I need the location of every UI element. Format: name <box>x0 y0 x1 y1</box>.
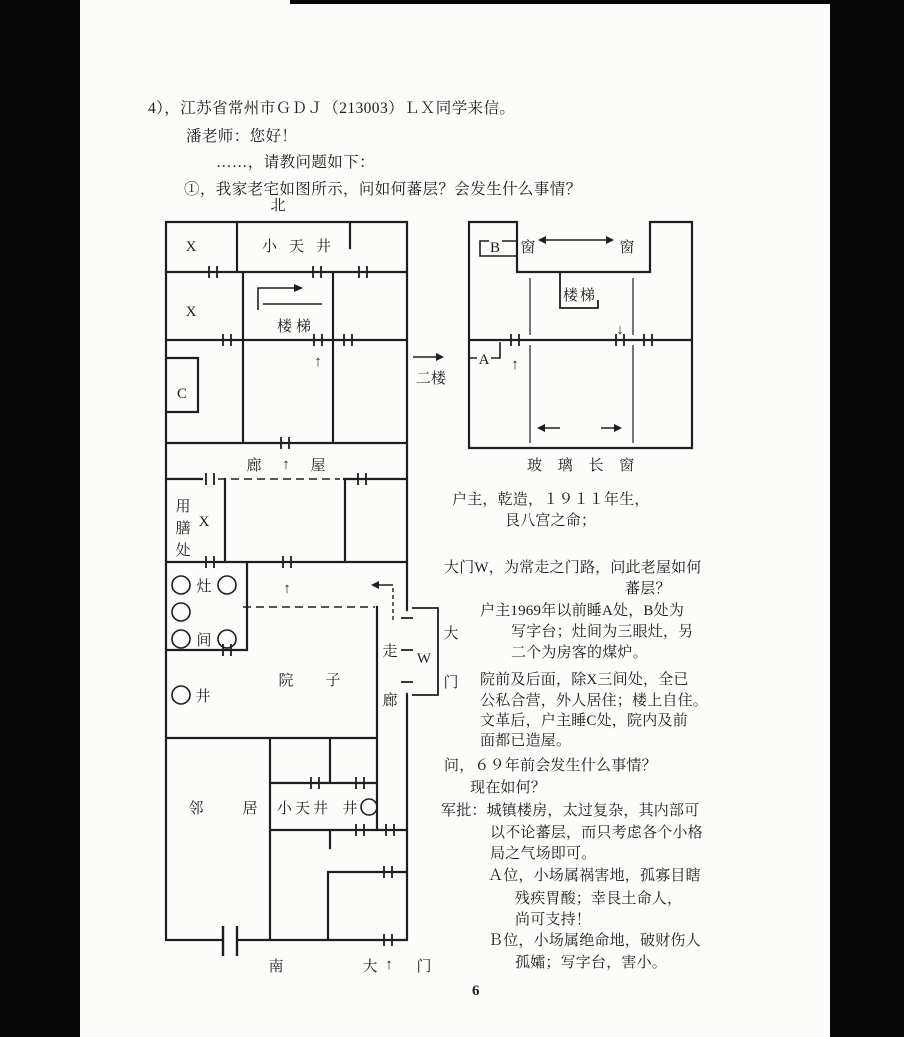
floor1-label-neighbor-1: 邻 <box>188 801 204 817</box>
floor1-label-north: 北 <box>270 198 286 214</box>
floor1-label-courtyard-top: 小天井 <box>262 239 344 255</box>
floor1-entry-path-arrow <box>371 581 393 622</box>
floor1-label-gate-da: 大 <box>443 626 459 642</box>
floor2-link-label: 二楼 <box>416 371 447 387</box>
letter-line: 户主，乾造，１９１１年生， <box>452 492 650 508</box>
floor2-window-span-arrow <box>538 236 614 244</box>
reply-line: 局之气场即可。 <box>490 846 597 862</box>
floor1-label-gate-w: W <box>416 651 432 667</box>
floor1-label-stove-room: 间 <box>196 633 212 649</box>
floor1-stairs-symbol <box>258 284 322 310</box>
floor2-label-window-right: 窗 <box>619 240 635 256</box>
well-circle <box>172 686 190 704</box>
floor1-label-room-x-mid: X <box>185 304 197 320</box>
letter-line: 艮八宫之命； <box>505 513 597 529</box>
floor1-label-corridor-1: 走 <box>382 644 398 660</box>
floor2-sliding-arrows <box>537 424 622 432</box>
floor2-label-window-left: 窗 <box>520 240 536 256</box>
floor1-label-stove: 灶 <box>196 579 212 595</box>
letter-greeting: 潘老师：您好！ <box>186 128 298 145</box>
page-number: 6 <box>472 983 480 999</box>
up-arrow-icon: ↑ <box>314 354 322 370</box>
floor1-label-dining-2: 膳 <box>175 521 191 537</box>
letter-line: 院前及后面，除X三间处，全已 <box>480 672 689 688</box>
up-arrow-icon: ↑ <box>282 457 290 473</box>
up-arrow-icon: ↑ <box>511 357 519 373</box>
letter-source-line: 4），江苏省常州市ＧＤＪ（213003）ＬＸ同学来信。 <box>148 100 516 117</box>
letter-line: 二个为房客的煤炉。 <box>511 645 648 661</box>
floor1-label-room-c: C <box>176 386 188 402</box>
floor2-label-glass-window: 玻 璃 长 窗 <box>527 458 641 474</box>
reply-line: 以不论蕃层，而只考虑各个小格 <box>490 825 703 841</box>
letter-intro: ……，请教问题如下： <box>216 154 376 171</box>
floor2-label-a: A <box>478 352 490 368</box>
floor1-label-courtyard-bottom: 小天井 <box>277 801 332 817</box>
letter-line: 公私合营，外人居住；楼上自住。 <box>480 693 709 709</box>
floor2-label-b: B <box>489 240 501 256</box>
floor1-door-symbols <box>206 266 413 956</box>
letter-line: 现在如何？ <box>470 780 547 796</box>
reply-line: 残疾胃酸；幸艮土命人， <box>515 891 683 907</box>
letter-line: 蕃层？ <box>625 581 671 597</box>
floor1-label-well-bottom: 井 <box>342 801 358 817</box>
floor1-label-gallery-left: 廊 <box>246 458 262 474</box>
down-arrow-icon: ↓ <box>616 322 624 338</box>
up-arrow-icon: ↑ <box>283 581 291 597</box>
floor1-label-gate-men: 门 <box>443 675 459 691</box>
floor1-label-corridor-2: 廊 <box>382 693 398 709</box>
reply-line: Ａ位，小场属祸害地，孤寡目瞎 <box>488 868 701 884</box>
second-floor-link-arrow <box>413 353 444 361</box>
floor1-label-neighbor-2: 居 <box>242 801 258 817</box>
reply-line: 尚可支持！ <box>515 912 592 928</box>
floor1-label-south: 南 <box>268 959 284 975</box>
letter-question-1: ①，我家老宅如图所示，问如何蕃层？会发生什么事情？ <box>184 181 582 198</box>
floor1-dashed-partitions <box>218 479 375 607</box>
reply-line: 孤孀；写字台，害小。 <box>515 955 668 971</box>
floor1-label-gallery-right: 屋 <box>310 458 326 474</box>
floor1-label-room-x-top: X <box>185 239 197 255</box>
well-circle-bottom <box>361 799 377 815</box>
floor1-label-dining-3: 处 <box>175 543 191 559</box>
letter-line: 户主1969年以前睡A处，B处为 <box>480 603 685 619</box>
letter-line: 文革后，户主睡C处，院内及前 <box>480 713 688 729</box>
up-arrow-icon: ↑ <box>385 957 393 973</box>
letter-line: 写字台；灶间为三眼灶，另 <box>511 624 694 640</box>
floor1-label-courtyard-1: 院 <box>278 673 294 689</box>
floor1-label-dining-1: 用 <box>175 499 191 515</box>
floor1-label-south-gate-men: 门 <box>416 959 432 975</box>
letter-line: 大门W，为常走之门路，问此老屋如何 <box>444 560 702 576</box>
floor1-label-courtyard-2: 子 <box>325 673 341 689</box>
letter-line: 问，６９年前会发生什么事情？ <box>444 758 657 774</box>
reply-line: 军批：城镇楼房，太过复杂，其内部可 <box>441 803 700 819</box>
floor1-label-dining-x: X <box>198 514 210 530</box>
letter-line: 面都已造屋。 <box>480 733 572 749</box>
floor1-label-well: 井 <box>195 689 211 705</box>
floor1-label-stairs: 楼梯 <box>277 319 316 335</box>
floor2-label-stairs: 楼梯 <box>563 288 598 304</box>
floor1-label-south-gate-da: 大 <box>362 959 378 975</box>
reply-line: Ｂ位，小场属绝命地，破财伤人 <box>488 933 701 949</box>
